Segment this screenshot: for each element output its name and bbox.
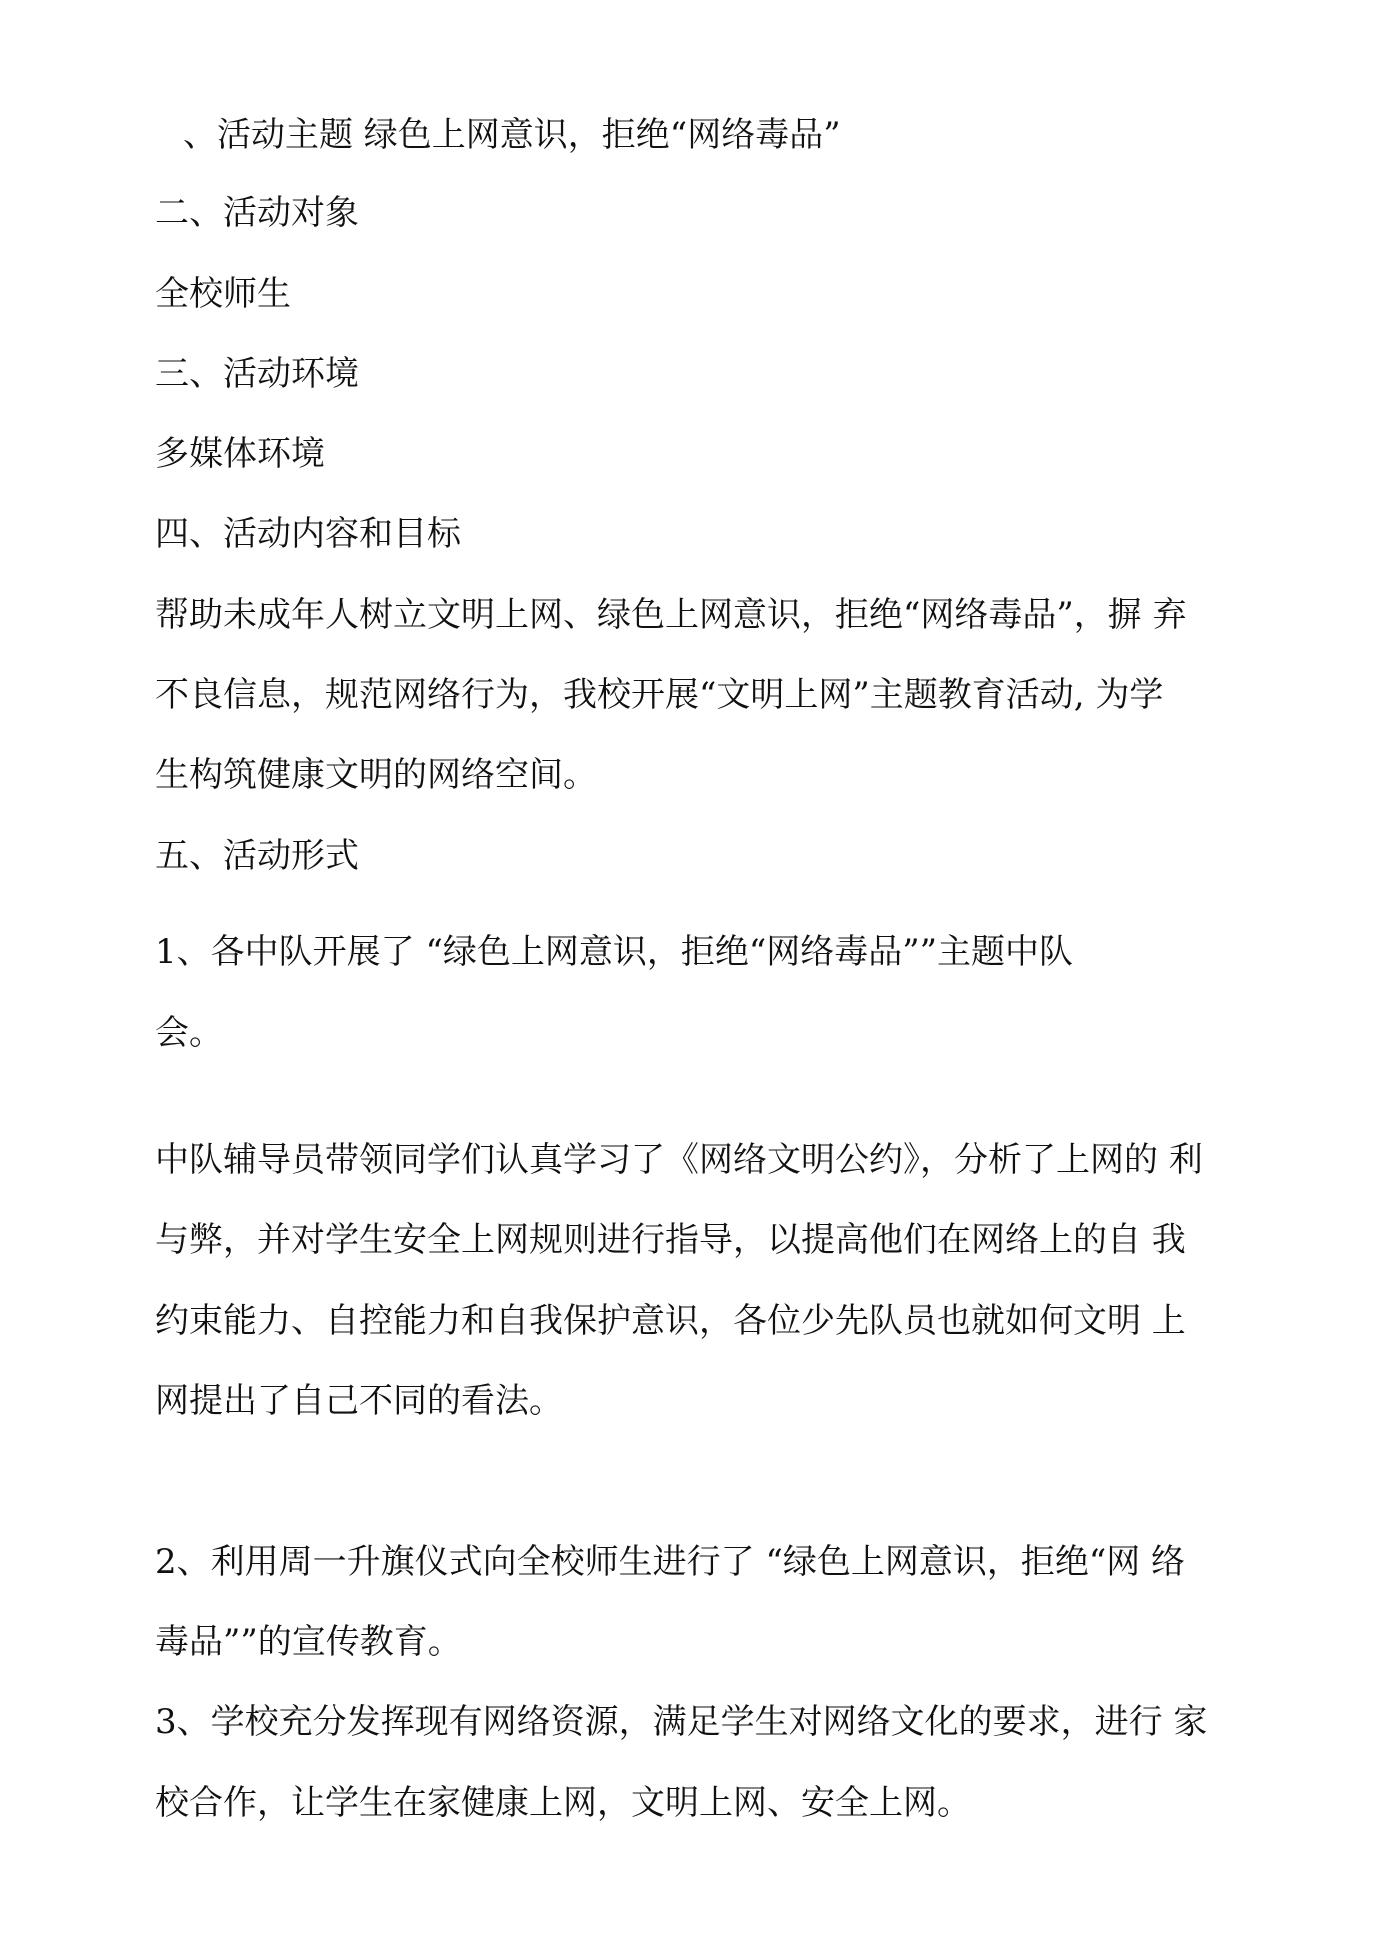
format-paragraph-line: 中队辅导员带领同学们认真学习了《网络文明公约》，分析了上网的 利 — [155, 1140, 1203, 1180]
participants-text: 全校师生 — [155, 274, 291, 314]
format-item-2-line: 毒品””的宣传教育。 — [155, 1622, 462, 1662]
format-item-1-line: 会。 — [155, 1013, 223, 1053]
format-paragraph-line: 与弊，并对学生安全上网规则进行指导，以提高他们在网络上的自 我 — [155, 1220, 1186, 1260]
environment-text: 多媒体环境 — [155, 434, 325, 474]
theme-line: 、活动主题 绿色上网意识，拒绝“网络毒品” — [183, 115, 841, 155]
content-paragraph-line: 帮助未成年人树立文明上网、绿色上网意识，拒绝“网络毒品”，摒 弃 — [155, 595, 1187, 635]
section-heading-content-goals: 四、活动内容和目标 — [155, 514, 461, 554]
format-paragraph-line: 约束能力、自控能力和自我保护意识，各位少先队员也就如何文明 上 — [155, 1301, 1186, 1341]
format-item-1-line: 1、各中队开展了 “绿色上网意识，拒绝“网络毒品””主题中队 — [155, 932, 1073, 972]
content-paragraph-line: 不良信息，规范网络行为，我校开展“文明上网”主题教育活动, 为学 — [155, 675, 1164, 715]
section-heading-participants: 二、活动对象 — [155, 193, 359, 233]
section-heading-format: 五、活动形式 — [155, 836, 359, 876]
format-item-2-line: 2、利用周一升旗仪式向全校师生进行了 “绿色上网意识，拒绝“网 络 — [155, 1542, 1186, 1582]
format-paragraph-line: 网提出了自己不同的看法。 — [155, 1381, 563, 1421]
format-item-3-line: 校合作，让学生在家健康上网，文明上网、安全上网。 — [155, 1783, 971, 1823]
section-heading-environment: 三、活动环境 — [155, 354, 359, 394]
content-paragraph-line: 生构筑健康文明的网络空间。 — [155, 755, 597, 795]
format-item-3-line: 3、学校充分发挥现有网络资源，满足学生对网络文化的要求，进行 家 — [155, 1702, 1208, 1742]
